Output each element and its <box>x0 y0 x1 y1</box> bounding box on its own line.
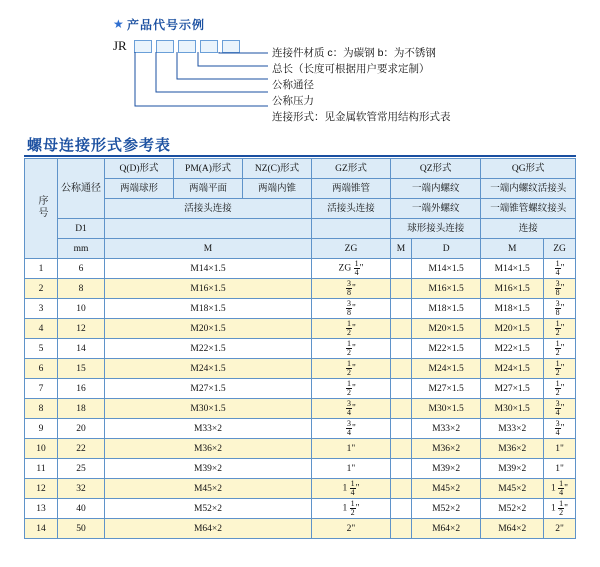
cell-gz: $\frac{3}{4}$ " <box>312 419 391 439</box>
unit-m-qz: M <box>391 239 412 259</box>
col-header-nz: NZ(C)形式 <box>243 159 312 179</box>
cell-qd: M52×2 <box>105 499 312 519</box>
table-header-row-2 <box>25 179 576 199</box>
cell-qz-m <box>391 479 412 499</box>
legend-item-1: 连接件材质 c：为碳钢 b：为不锈钢 <box>272 47 436 59</box>
cell-qg-zg: $\frac{3}{8}$ " <box>544 299 576 319</box>
cell-qz-d: M64×2 <box>411 519 481 539</box>
cell-dn: 50 <box>58 519 105 539</box>
cell-qz-d: M16×1.5 <box>411 279 481 299</box>
subhdr-qg: 一端内螺纹活接头 <box>481 179 576 199</box>
col-header-qg: QG形式 <box>481 159 576 179</box>
cell-qg-zg: $\frac{1}{2}$ " <box>544 319 576 339</box>
cell-dn: 14 <box>58 339 105 359</box>
cell-dn: 16 <box>58 379 105 399</box>
cell-gz: 1 $\frac{1}{2}$ " <box>312 499 391 519</box>
cell-no: 3 <box>25 299 58 319</box>
cell-no: 13 <box>25 499 58 519</box>
table-row <box>25 519 576 539</box>
cell-qz-m <box>391 359 412 379</box>
diagram-legend <box>272 46 451 126</box>
cell-qg-zg: $\frac{1}{2}$ " <box>544 379 576 399</box>
cell-qg-m: M27×1.5 <box>481 379 544 399</box>
cell-qg-m: M18×1.5 <box>481 299 544 319</box>
cell-no: 7 <box>25 379 58 399</box>
subhdr-union-gz: 活接头连接 <box>312 199 391 219</box>
cell-gz: $\frac{1}{2}$ " <box>312 379 391 399</box>
cell-qz-m <box>391 319 412 339</box>
col-header-qz: QZ形式 <box>391 159 481 179</box>
subhdr-pm: 两端平面 <box>174 179 243 199</box>
cell-no: 5 <box>25 339 58 359</box>
cell-no: 8 <box>25 399 58 419</box>
unit-zg-qg: ZG <box>544 239 576 259</box>
cell-gz: $\frac{1}{2}$ " <box>312 359 391 379</box>
unit-d-qz: D <box>411 239 481 259</box>
cell-dn: 20 <box>58 419 105 439</box>
cell-qg-m: M14×1.5 <box>481 259 544 279</box>
subhdr-qz-3: 球形接头连接 <box>391 219 481 239</box>
cell-gz: ZG $\frac{1}{4}$ " <box>312 259 391 279</box>
cell-no: 6 <box>25 359 58 379</box>
cell-qg-zg: 1" <box>544 459 576 479</box>
cell-no: 1 <box>25 259 58 279</box>
nut-connection-table-wrap <box>24 158 576 539</box>
cell-qz-m <box>391 259 412 279</box>
cell-qz-d: M14×1.5 <box>411 259 481 279</box>
table-row <box>25 399 576 419</box>
cell-gz: $\frac{3}{4}$ " <box>312 399 391 419</box>
cell-qz-m <box>391 499 412 519</box>
cell-no: 11 <box>25 459 58 479</box>
cell-gz: $\frac{1}{2}$ " <box>312 319 391 339</box>
cell-no: 2 <box>25 279 58 299</box>
table-header-row-3 <box>25 199 576 219</box>
cell-qz-d: M36×2 <box>411 439 481 459</box>
table-body <box>25 259 576 539</box>
cell-dn: 15 <box>58 359 105 379</box>
cell-qz-m <box>391 459 412 479</box>
col-header-dn: 公称通径 <box>58 159 105 219</box>
table-row <box>25 439 576 459</box>
cell-qz-m <box>391 279 412 299</box>
table-row <box>25 379 576 399</box>
col-header-qd: Q(D)形式 <box>105 159 174 179</box>
cell-dn: 22 <box>58 439 105 459</box>
blank-cell-gz <box>312 219 391 239</box>
cell-qg-zg: $\frac{1}{2}$ " <box>544 339 576 359</box>
cell-qg-m: M36×2 <box>481 439 544 459</box>
subhdr-qd: 两端球形 <box>105 179 174 199</box>
cell-gz: $\frac{3}{8}$ " <box>312 279 391 299</box>
subhdr-qz-2: 一端外螺纹 <box>391 199 481 219</box>
subhdr-nz: 两端内锥 <box>243 179 312 199</box>
col-header-gz: GZ形式 <box>312 159 391 179</box>
unit-m-left: M <box>105 239 312 259</box>
subhdr-qg-3: 连接 <box>481 219 576 239</box>
section-title: 螺母连接形式参考表 <box>27 137 172 154</box>
cell-qg-m: M52×2 <box>481 499 544 519</box>
cell-gz: $\frac{1}{2}$ " <box>312 339 391 359</box>
cell-qz-d: M24×1.5 <box>411 359 481 379</box>
cell-qg-m: M20×1.5 <box>481 319 544 339</box>
table-header-row-4 <box>25 219 576 239</box>
cell-qz-m <box>391 519 412 539</box>
cell-no: 4 <box>25 319 58 339</box>
cell-qd: M64×2 <box>105 519 312 539</box>
cell-qz-m <box>391 299 412 319</box>
table-row <box>25 319 576 339</box>
section-divider <box>24 155 576 157</box>
cell-dn: 8 <box>58 279 105 299</box>
cell-qg-zg: 2" <box>544 519 576 539</box>
diagram-title: 产品代号示例 <box>127 18 206 32</box>
cell-qd: M14×1.5 <box>105 259 312 279</box>
cell-qg-m: M22×1.5 <box>481 339 544 359</box>
table-row <box>25 419 576 439</box>
cell-qz-d: M45×2 <box>411 479 481 499</box>
cell-qz-d: M18×1.5 <box>411 299 481 319</box>
cell-qd: M36×2 <box>105 439 312 459</box>
cell-qd: M22×1.5 <box>105 339 312 359</box>
cell-qz-m <box>391 419 412 439</box>
subhdr-qz: 一端内螺纹 <box>391 179 481 199</box>
cell-qz-d: M52×2 <box>411 499 481 519</box>
cell-dn: 32 <box>58 479 105 499</box>
unit-mm: mm <box>58 239 105 259</box>
cell-qg-zg: $\frac{3}{4}$ " <box>544 399 576 419</box>
cell-qd: M18×1.5 <box>105 299 312 319</box>
cell-qd: M33×2 <box>105 419 312 439</box>
cell-qd: M24×1.5 <box>105 359 312 379</box>
cell-qz-m <box>391 379 412 399</box>
cell-qz-d: M30×1.5 <box>411 399 481 419</box>
cell-dn: 6 <box>58 259 105 279</box>
cell-no: 12 <box>25 479 58 499</box>
cell-qg-m: M30×1.5 <box>481 399 544 419</box>
cell-qg-m: M39×2 <box>481 459 544 479</box>
cell-qg-zg: $\frac{3}{8}$ " <box>544 279 576 299</box>
legend-item-3: 公称通径 <box>272 79 314 91</box>
cell-qz-d: M20×1.5 <box>411 319 481 339</box>
table-head <box>25 159 576 259</box>
legend-item-2: 总长（长度可根据用户要求定制） <box>272 63 430 75</box>
unit-zg-gz: ZG <box>312 239 391 259</box>
cell-qg-zg: 1" <box>544 439 576 459</box>
cell-qg-m: M64×2 <box>481 519 544 539</box>
table-row <box>25 299 576 319</box>
product-code-prefix: JR <box>113 38 127 53</box>
cell-dn: 18 <box>58 399 105 419</box>
cell-dn: 10 <box>58 299 105 319</box>
table-row <box>25 479 576 499</box>
table-row <box>25 339 576 359</box>
cell-qg-m: M33×2 <box>481 419 544 439</box>
blank-cell-left <box>105 219 312 239</box>
cell-qd: M27×1.5 <box>105 379 312 399</box>
cell-qz-m <box>391 339 412 359</box>
cell-qg-zg: 1 $\frac{1}{4}$ " <box>544 479 576 499</box>
cell-qg-zg: $\frac{1}{2}$ " <box>544 359 576 379</box>
cell-qd: M39×2 <box>105 459 312 479</box>
subhdr-qg-2: 一端锥管螺纹接头 <box>481 199 576 219</box>
nut-connection-table <box>24 158 576 539</box>
cell-qd: M30×1.5 <box>105 399 312 419</box>
table-row <box>25 499 576 519</box>
col-header-d1: D1 <box>58 219 105 239</box>
cell-qz-d: M22×1.5 <box>411 339 481 359</box>
cell-dn: 25 <box>58 459 105 479</box>
cell-gz: 1" <box>312 439 391 459</box>
star-icon: ★ <box>113 17 124 31</box>
cell-gz: 2" <box>312 519 391 539</box>
subhdr-union-left: 活接头连接 <box>105 199 312 219</box>
cell-qz-d: M33×2 <box>411 419 481 439</box>
cell-gz: 1 $\frac{1}{4}$ " <box>312 479 391 499</box>
cell-qg-zg: 1 $\frac{1}{2}$ " <box>544 499 576 519</box>
product-code-diagram <box>0 0 600 130</box>
cell-dn: 40 <box>58 499 105 519</box>
cell-qd: M16×1.5 <box>105 279 312 299</box>
cell-dn: 12 <box>58 319 105 339</box>
cell-no: 10 <box>25 439 58 459</box>
table-row <box>25 359 576 379</box>
table-row <box>25 259 576 279</box>
cell-qg-zg: $\frac{1}{4}$ " <box>544 259 576 279</box>
table-row <box>25 279 576 299</box>
cell-qd: M45×2 <box>105 479 312 499</box>
legend-item-4: 公称压力 <box>272 95 314 107</box>
cell-qg-m: M16×1.5 <box>481 279 544 299</box>
table-header-row-5 <box>25 239 576 259</box>
cell-qz-d: M27×1.5 <box>411 379 481 399</box>
cell-qg-zg: $\frac{3}{4}$ " <box>544 419 576 439</box>
cell-no: 14 <box>25 519 58 539</box>
cell-qz-m <box>391 399 412 419</box>
unit-m-qg: M <box>481 239 544 259</box>
legend-item-5: 连接形式：见金属软管常用结构形式表 <box>272 111 451 123</box>
cell-qg-m: M24×1.5 <box>481 359 544 379</box>
cell-qg-m: M45×2 <box>481 479 544 499</box>
col-header-no: 序号 <box>25 159 58 259</box>
cell-qz-m <box>391 439 412 459</box>
cell-no: 9 <box>25 419 58 439</box>
cell-gz: $\frac{3}{8}$ " <box>312 299 391 319</box>
table-row <box>25 459 576 479</box>
col-header-pm: PM(A)形式 <box>174 159 243 179</box>
cell-qd: M20×1.5 <box>105 319 312 339</box>
table-header-row-1 <box>25 159 576 179</box>
cell-qz-d: M39×2 <box>411 459 481 479</box>
cell-gz: 1" <box>312 459 391 479</box>
subhdr-gz: 两端锥管 <box>312 179 391 199</box>
